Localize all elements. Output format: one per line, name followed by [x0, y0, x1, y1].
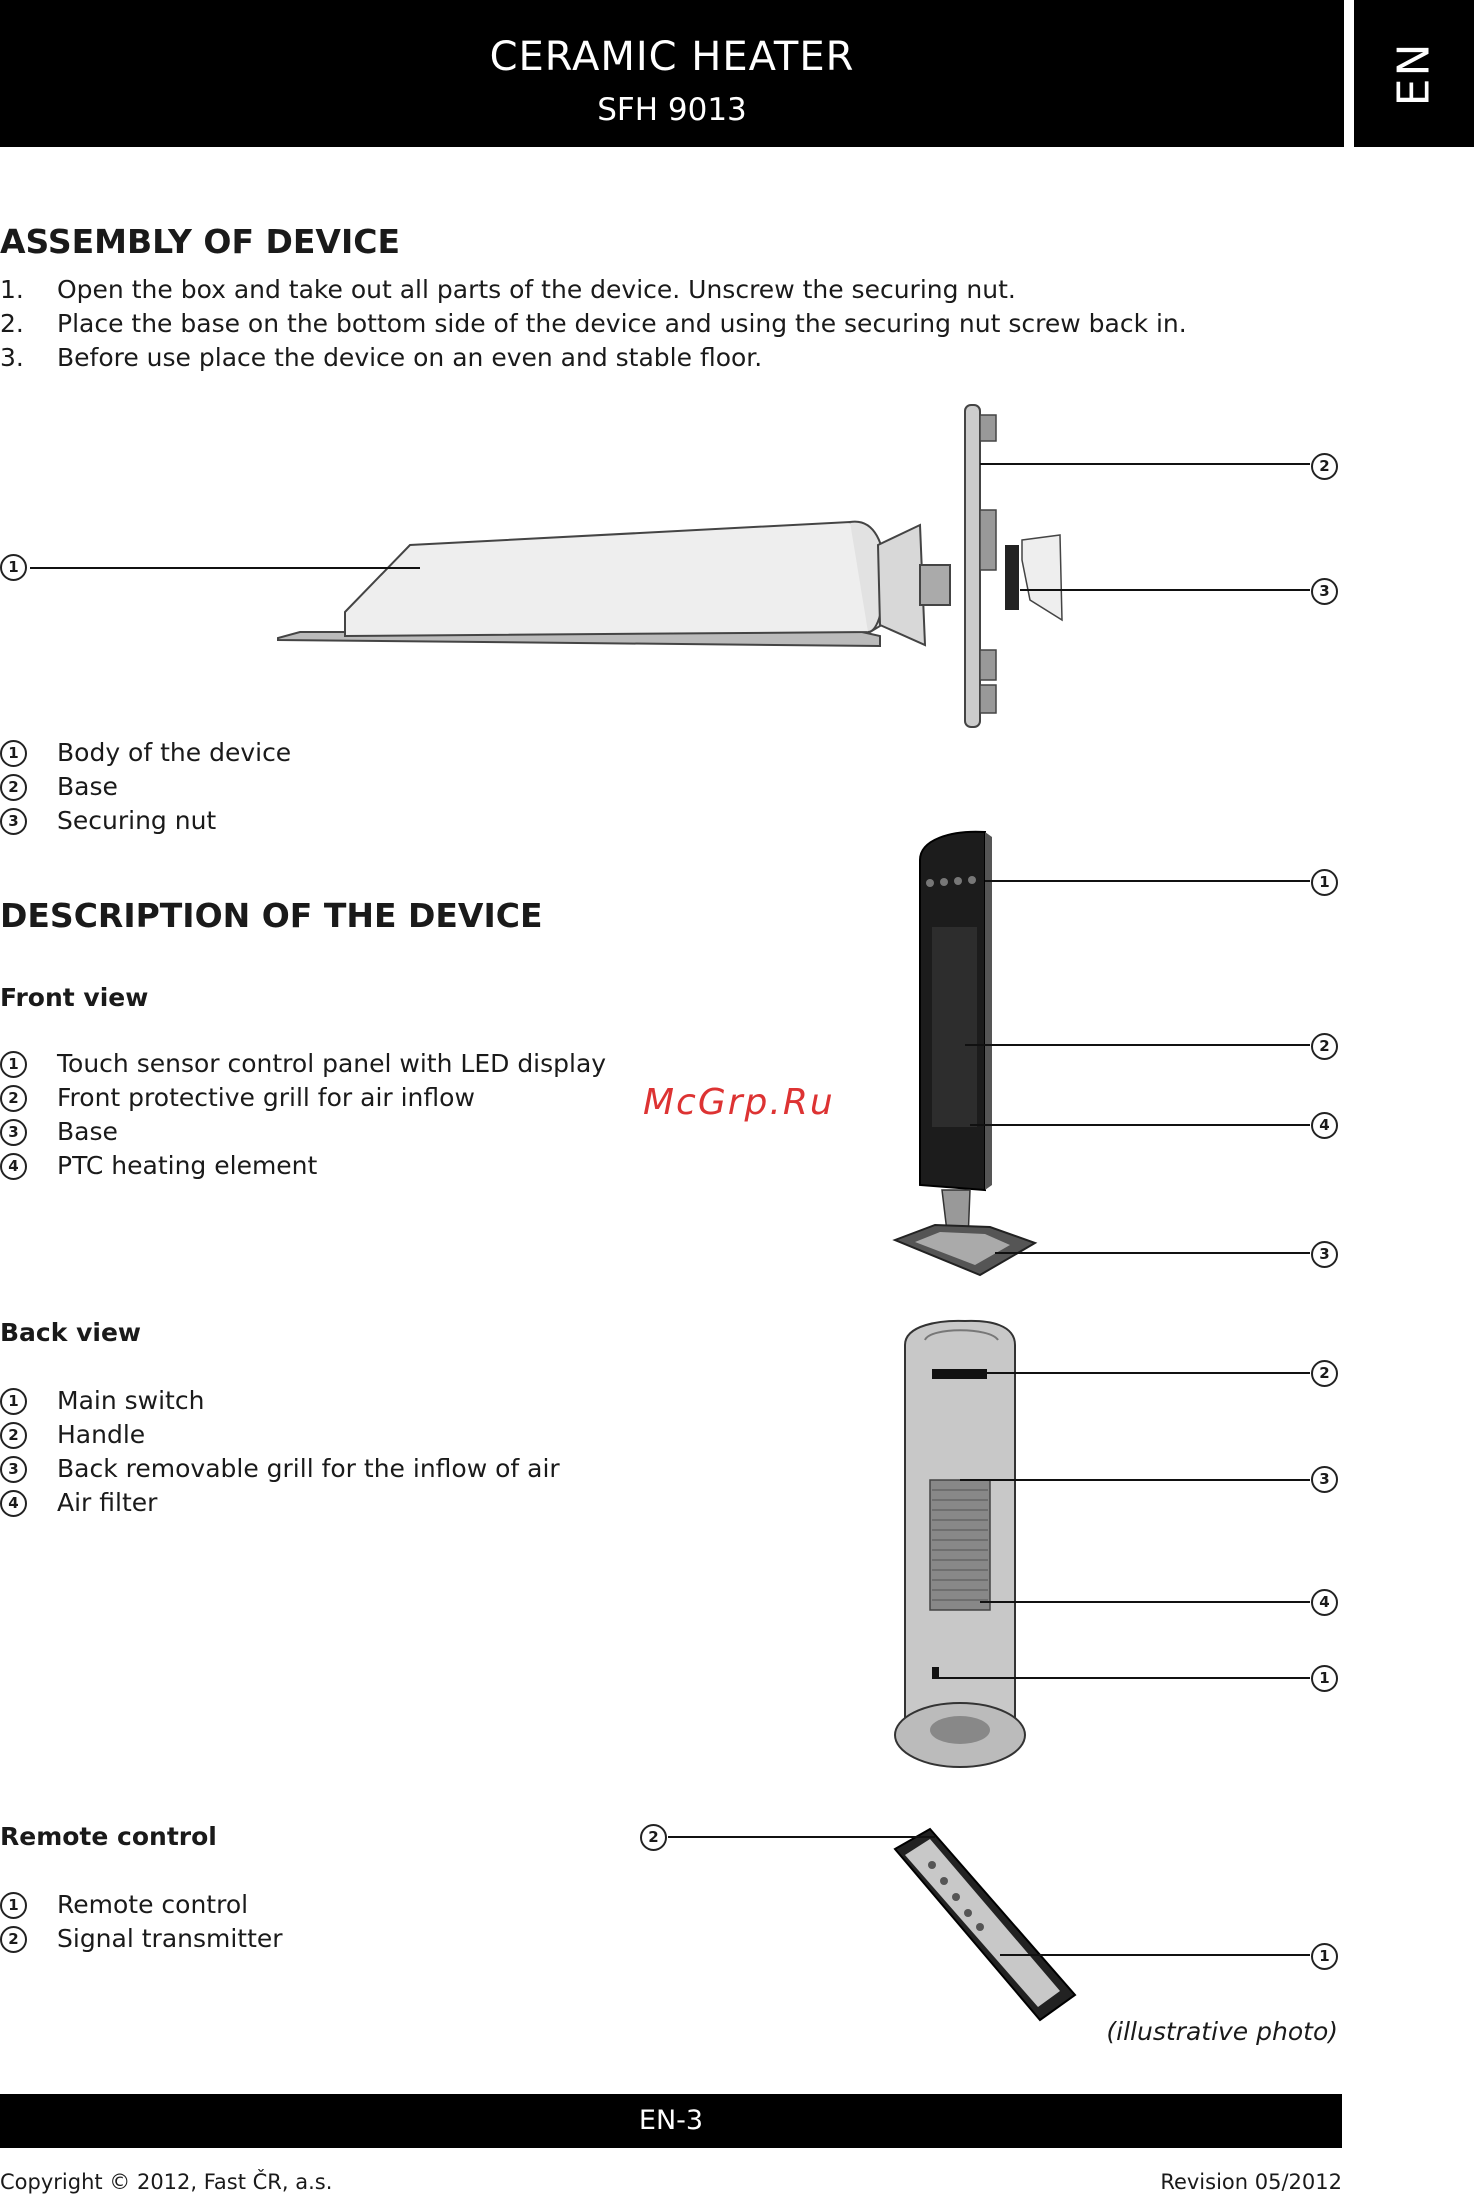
page-header [0, 0, 1344, 147]
callout-marker: 1 [1311, 1943, 1338, 1970]
callout-marker: 1 [1311, 869, 1338, 896]
callout-marker: 4 [1311, 1589, 1338, 1616]
illustrative-caption: (illustrative photo) [1106, 2017, 1338, 2046]
assembly-heading: ASSEMBLY OF DEVICE [0, 222, 400, 261]
back-view-title: Back view [0, 1318, 141, 1347]
assembly-illustration [0, 400, 1360, 740]
remote-title: Remote control [0, 1822, 217, 1851]
callout-marker: 1 [0, 554, 27, 581]
front-view-title: Front view [0, 983, 149, 1012]
callout-marker: 3 [1311, 1241, 1338, 1268]
language-tab [1354, 0, 1474, 147]
front-view-illustration [880, 825, 1360, 1285]
callout-marker: 2 [1311, 1033, 1338, 1060]
copyright-text: Copyright © 2012, Fast ČR, a.s. [0, 2170, 333, 2194]
remote-illustration [640, 1815, 1360, 2045]
callout-marker: 2 [640, 1824, 667, 1851]
callout-marker: 3 [1311, 578, 1338, 605]
callout-marker: 2 [1311, 453, 1338, 480]
description-heading: DESCRIPTION OF THE DEVICE [0, 896, 543, 935]
language-label: EN [1388, 41, 1440, 106]
product-model: SFH 9013 [597, 92, 747, 128]
product-title: CERAMIC HEATER [489, 34, 855, 80]
back-view-illustration [880, 1315, 1360, 1775]
callout-marker: 1 [1311, 1665, 1338, 1692]
callout-marker: 3 [1311, 1466, 1338, 1493]
callout-marker: 2 [1311, 1360, 1338, 1387]
callout-marker: 4 [1311, 1112, 1338, 1139]
page-number-bar: EN-3 [0, 2094, 1342, 2148]
revision-text: Revision 05/2012 [1160, 2170, 1342, 2194]
watermark: McGrp.Ru [643, 1082, 835, 1123]
